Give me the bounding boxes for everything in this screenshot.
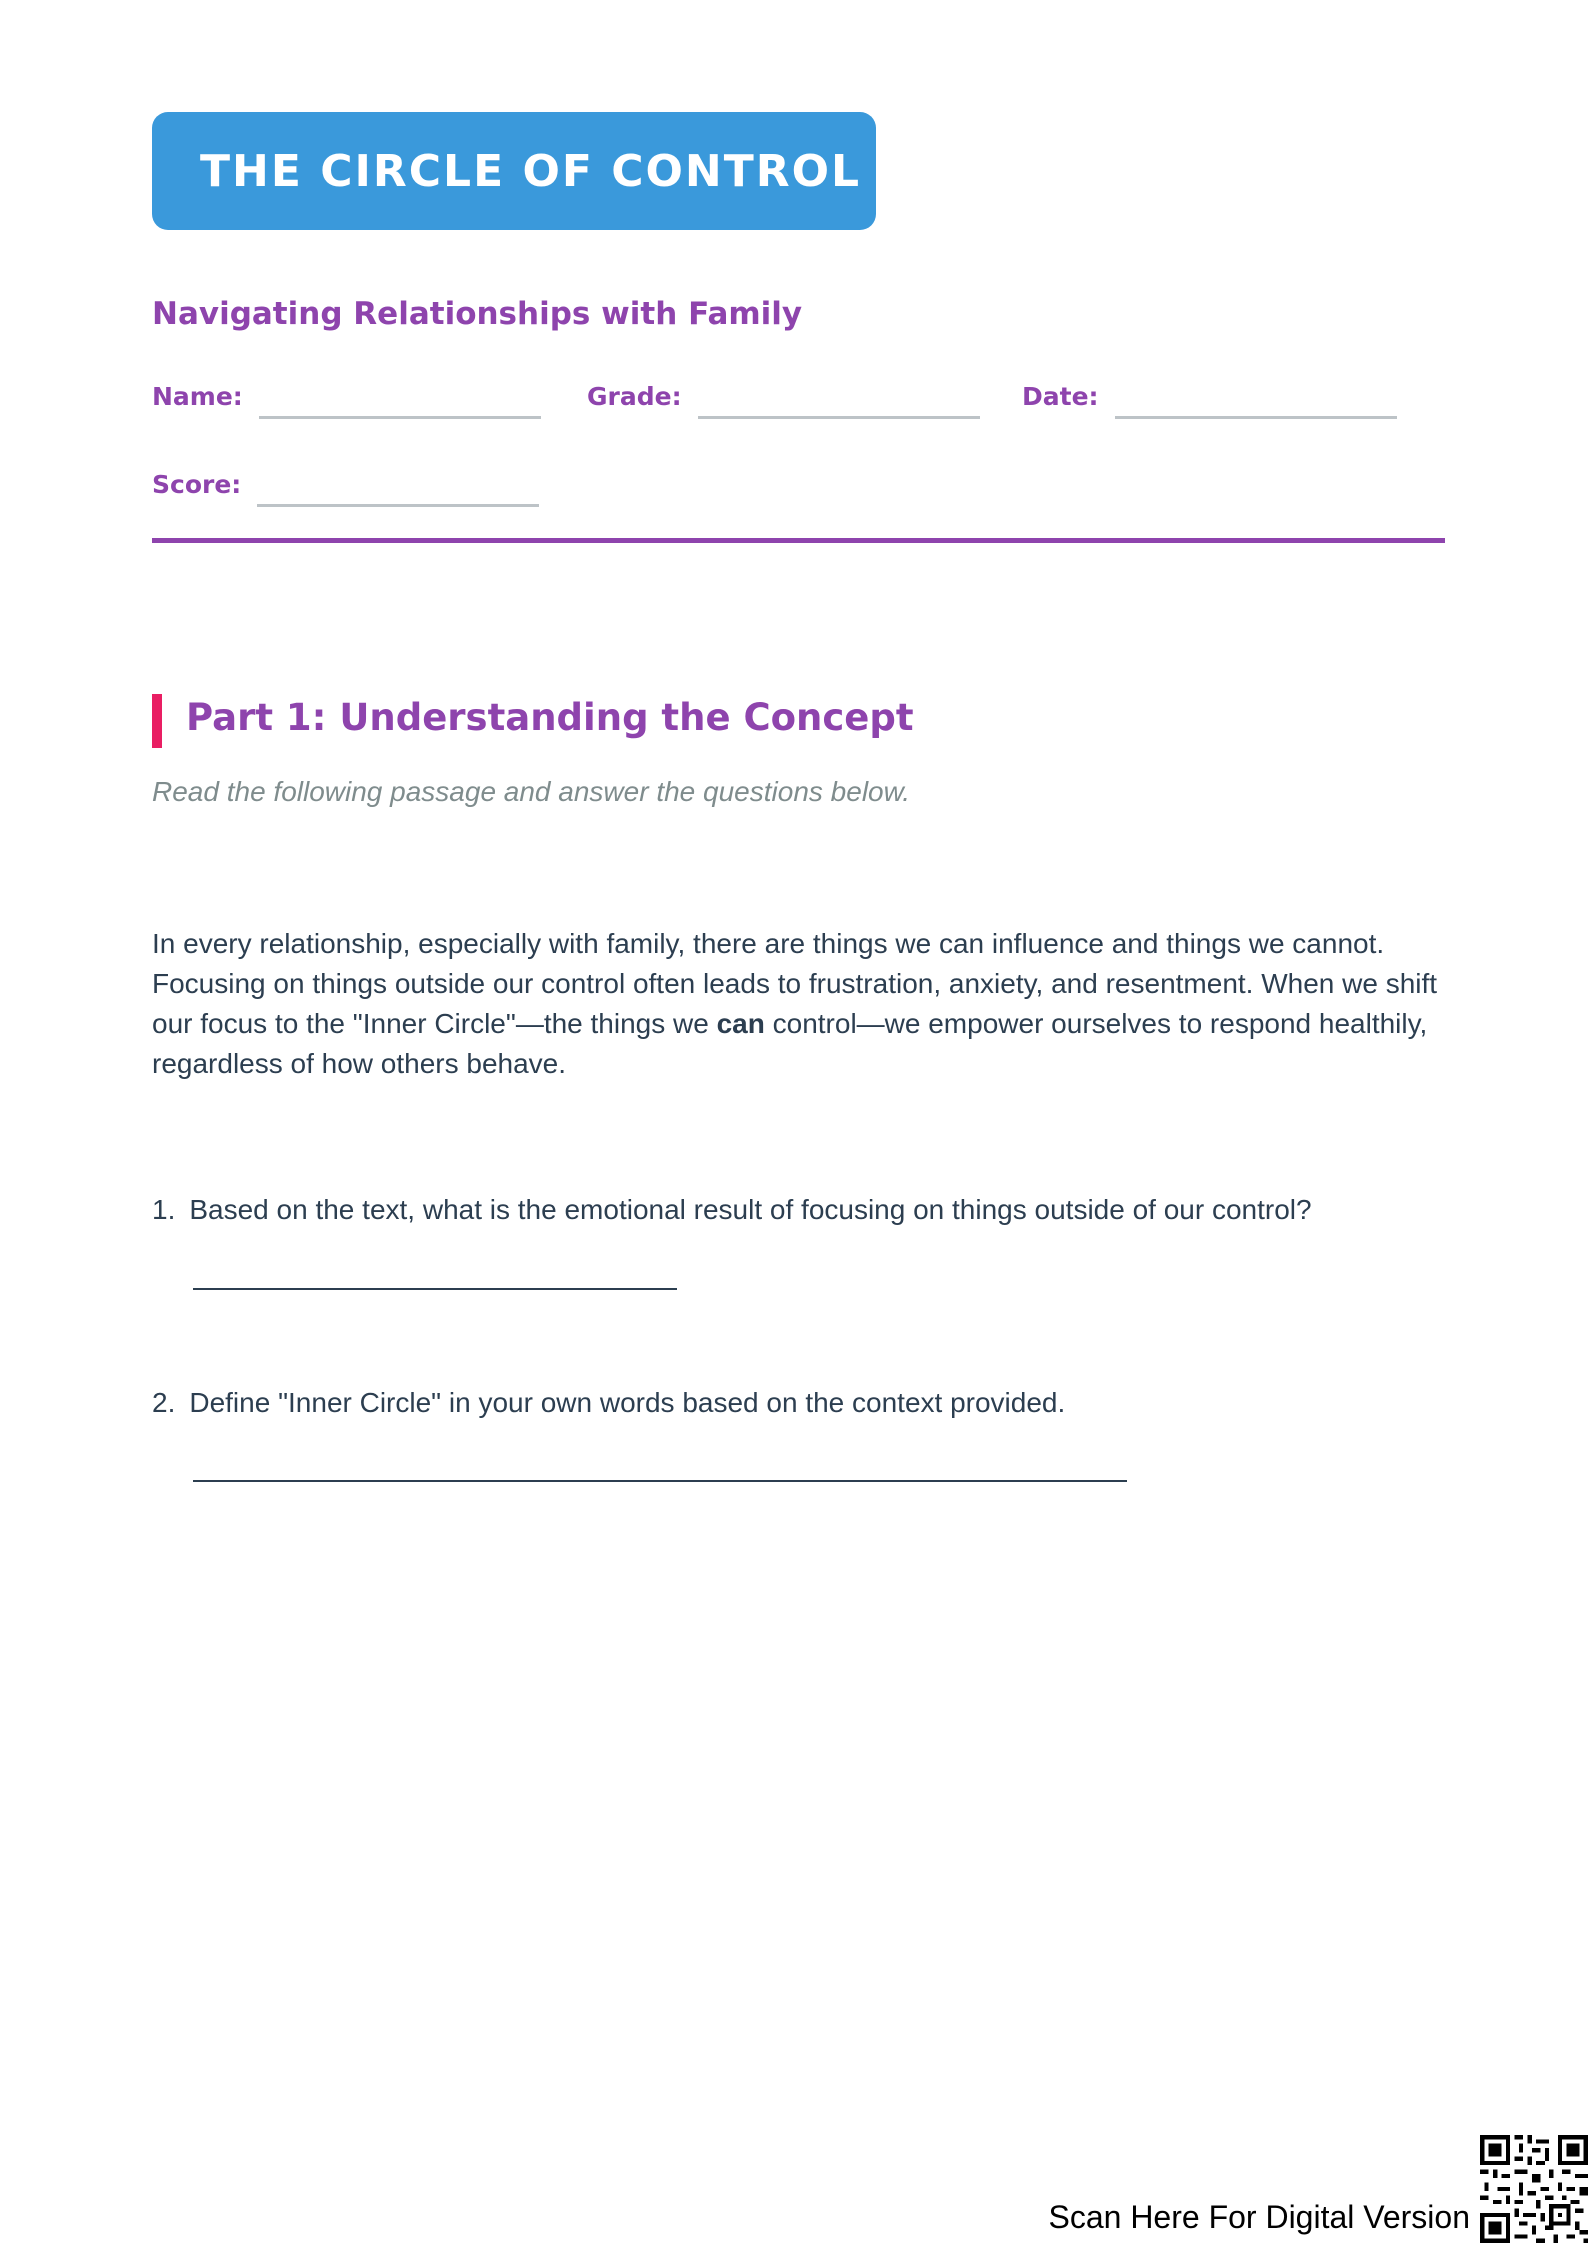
answer-line-1[interactable] bbox=[193, 1288, 677, 1290]
date-input-line[interactable] bbox=[1115, 416, 1397, 419]
section-instructions: Read the following passage and answer the questions below. bbox=[152, 776, 911, 807]
score-field[interactable] bbox=[152, 470, 539, 499]
qr-code-icon[interactable] bbox=[1480, 2134, 1588, 2244]
page-title: THE CIRCLE OF CONTROL bbox=[200, 145, 862, 197]
date-label: Date: bbox=[1022, 382, 1099, 411]
passage-emphasis: can bbox=[716, 1008, 765, 1039]
section-accent-bar bbox=[152, 694, 162, 748]
question-2 bbox=[152, 1387, 1065, 1419]
header-divider bbox=[152, 538, 1445, 543]
score-input-line[interactable] bbox=[257, 504, 539, 507]
section-title: Part 1: Understanding the Concept bbox=[186, 696, 914, 739]
score-label: Score: bbox=[152, 470, 242, 499]
question-2-number: 2. bbox=[152, 1387, 176, 1418]
name-field[interactable] bbox=[152, 382, 541, 411]
name-label: Name: bbox=[152, 382, 243, 411]
question-2-text: Define "Inner Circle" in your own words based on the context provided. bbox=[189, 1387, 1066, 1418]
grade-input-line[interactable] bbox=[698, 416, 980, 419]
question-1-number: 1. bbox=[152, 1194, 176, 1225]
answer-line-2[interactable] bbox=[193, 1480, 1127, 1482]
reading-passage bbox=[152, 924, 1452, 1084]
grade-field[interactable] bbox=[587, 382, 980, 411]
scan-text: Scan Here For Digital Version bbox=[1048, 2199, 1470, 2235]
date-field[interactable] bbox=[1022, 382, 1397, 411]
passage-text-part2: control—we empower ourselves to respond healthily, regardless of how others behave. bbox=[152, 1008, 1428, 1079]
passage-text-part1: In every relationship, especially with family, there are things we can influence and things we cannot. Focusing on things outside our control often leads to frustration, anxiety, and resentment. When we shift our focus to the "Inner Circle"—the things we bbox=[152, 928, 1438, 1039]
page-subtitle: Navigating Relationships with Family bbox=[152, 296, 803, 332]
grade-label: Grade: bbox=[587, 382, 682, 411]
question-1-text: Based on the text, what is the emotional result of focusing on things outside of our control? bbox=[189, 1194, 1312, 1225]
title-banner bbox=[152, 112, 876, 230]
question-1 bbox=[152, 1194, 1312, 1226]
footer bbox=[1048, 2134, 1588, 2244]
name-input-line[interactable] bbox=[259, 416, 541, 419]
